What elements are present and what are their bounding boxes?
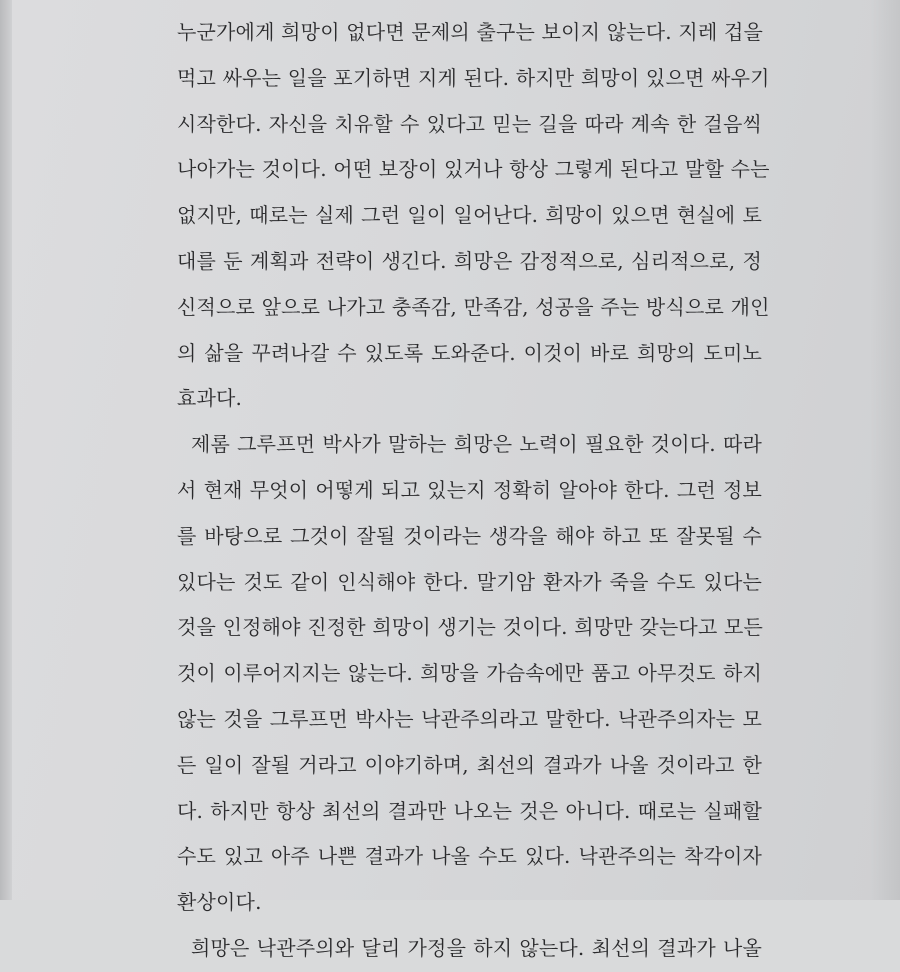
- text-line: 누군가에게 희망이 없다면 문제의 출구는 보이지 않는다. 지레 겁을: [177, 20, 764, 44]
- text-line: 않는 것을 그루프먼 박사는 낙관주의라고 말한다. 낙관주의자는 모: [177, 706, 762, 731]
- paragraph-1: [177, 10, 770, 422]
- text-line: 수도 있고 아주 나쁜 결과가 나올 수도 있다. 낙관주의는 착각이자: [177, 844, 762, 869]
- text-line: 희망은 낙관주의와 달리 가정을 하지 않는다. 최선의 결과가 나올: [191, 935, 762, 960]
- text-line: 나아가는 것이다. 어떤 보장이 있거나 항상 그렇게 된다고 말할 수는: [177, 157, 770, 182]
- text-line: 것을 인정해야 진정한 희망이 생기는 것이다. 희망만 갖는다고 모든: [177, 615, 764, 640]
- text-line: 효과다.: [177, 386, 243, 411]
- text-line: 다. 하지만 항상 최선의 결과만 나오는 것은 아니다. 때로는 실패할: [177, 798, 762, 823]
- paragraph-2: [177, 422, 762, 926]
- page-gutter-shadow: [0, 0, 12, 900]
- text-line: 를 바탕으로 그것이 잘될 것이라는 생각을 해야 하고 또 잘못될 수: [177, 523, 762, 548]
- text-line: 환상이다.: [177, 890, 262, 915]
- text-line: 대를 둔 계획과 전략이 생긴다. 희망은 감정적으로, 심리적으로, 정: [177, 248, 762, 273]
- text-line: 든 일이 잘될 거라고 이야기하며, 최선의 결과가 나올 것이라고 한: [177, 752, 762, 777]
- text-line: 있다는 것도 같이 인식해야 한다. 말기암 환자가 죽을 수도 있다는: [177, 569, 762, 594]
- text-line: 의 삶을 꾸려나갈 수 있도록 도와준다. 이것이 바로 희망의 도미노: [177, 340, 762, 365]
- page-edge-shading: [870, 0, 900, 900]
- text-line: 먹고 싸우는 일을 포기하면 지게 된다. 하지만 희망이 있으면 싸우기: [177, 65, 770, 90]
- book-text-block: [177, 10, 770, 972]
- text-line: 것이 이루어지지는 않는다. 희망을 가슴속에만 품고 아무것도 하지: [177, 661, 762, 686]
- text-line: 제롬 그루프먼 박사가 말하는 희망은 노력이 필요한 것이다. 따라: [191, 432, 762, 457]
- book-page: [12, 0, 900, 960]
- paragraph-3: [177, 926, 762, 972]
- text-line: 신적으로 앞으로 나가고 충족감, 만족감, 성공을 주는 방식으로 개인: [177, 294, 770, 319]
- text-line: 없지만, 때로는 실제 그런 일이 일어난다. 희망이 있으면 현실에 토: [177, 203, 762, 228]
- text-line: 서 현재 무엇이 어떻게 되고 있는지 정확히 알아야 한다. 그런 정보: [177, 477, 762, 502]
- text-line: 시작한다. 자신을 치유할 수 있다고 믿는 길을 따라 계속 한 걸음씩: [177, 111, 762, 136]
